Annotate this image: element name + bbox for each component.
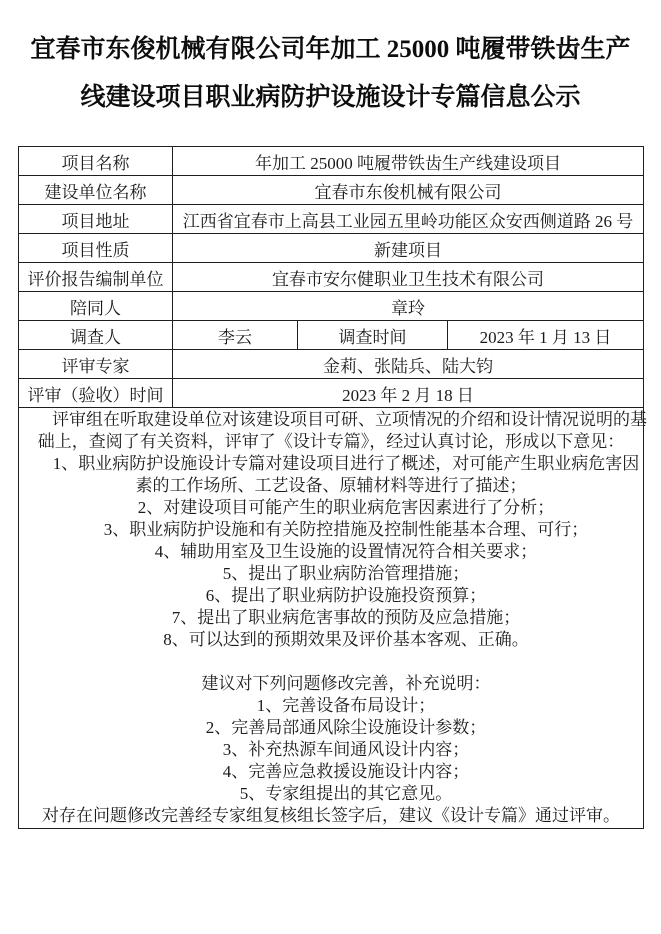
review-time-label: 评审（验收）时间 xyxy=(19,379,173,408)
table-row-review-time xyxy=(19,379,644,408)
opinion-line: 6、提出了职业病防护设施投资预算； xyxy=(205,586,487,605)
review-experts-value: 金莉、张陆兵、陆大钧 xyxy=(173,350,644,379)
review-opinion-cell xyxy=(19,408,647,829)
surveyor-value: 李云 xyxy=(173,321,298,350)
report-compiler-label: 评价报告编制单位 xyxy=(19,263,173,292)
opinion-line: 素的工作场所、工艺设备、原辅材料等进行了描述； xyxy=(135,476,527,495)
project-address-value: 江西省宜春市上高县工业园五里岭功能区众安西侧道路 26 号 xyxy=(173,205,644,234)
survey-time-value: 2023 年 1 月 13 日 xyxy=(448,321,644,350)
page-title-line-1: 宜春市东俊机械有限公司年加工 25000 吨履带铁齿生产 xyxy=(30,36,631,63)
opinion-line: 评审组在听取建设单位对该建设项目可研、立项情况的介绍和设计情况说明的基 xyxy=(52,410,647,429)
survey-time-label: 调查时间 xyxy=(298,321,448,350)
opinion-line: 对存在问题修改完善经专家组复核组长签字后，建议《设计专篇》通过评审。 xyxy=(42,806,620,825)
table-row-report-compiler xyxy=(19,263,644,292)
opinion-line xyxy=(22,651,640,673)
opinion-line: 7、提出了职业病危害事故的预防及应急措施； xyxy=(171,608,521,627)
review-experts-label: 评审专家 xyxy=(19,350,173,379)
opinion-line: 2、完善局部通风除尘设施设计参数； xyxy=(205,718,487,737)
project-nature-label: 项目性质 xyxy=(19,234,173,263)
opinion-line: 5、提出了职业病防治管理措施； xyxy=(222,564,470,583)
review-time-value: 2023 年 2 月 18 日 xyxy=(173,379,644,408)
surveyor-label: 调查人 xyxy=(19,321,173,350)
page-title xyxy=(0,0,661,122)
accompanying-person-label: 陪同人 xyxy=(19,292,173,321)
table-row-review-opinion xyxy=(19,408,644,829)
construction-unit-label: 建设单位名称 xyxy=(19,176,173,205)
opinion-line: 8、可以达到的预期效果及评价基本客观、正确。 xyxy=(163,630,529,649)
table-row-surveyor xyxy=(19,321,644,350)
accompanying-person-value: 章玲 xyxy=(173,292,644,321)
project-name-label: 项目名称 xyxy=(19,147,173,176)
page-title-line-2: 线建设项目职业病防护设施设计专篇信息公示 xyxy=(80,84,581,111)
table-row-project-nature xyxy=(19,234,644,263)
opinion-line: 4、辅助用室及卫生设施的设置情况符合相关要求； xyxy=(154,542,538,561)
opinion-line: 3、职业病防护设施和有关防控措施及控制性能基本合理、可行； xyxy=(103,520,589,539)
opinion-line: 4、完善应急救援设施设计内容； xyxy=(222,762,470,781)
table-row-project-name xyxy=(19,147,644,176)
project-name-value: 年加工 25000 吨履带铁齿生产线建设项目 xyxy=(173,147,644,176)
opinion-line: 建议对下列问题修改完善，补充说明： xyxy=(201,674,491,693)
table-row-accompanying-person xyxy=(19,292,644,321)
opinion-line: 2、对建设项目可能产生的职业病危害因素进行了分析； xyxy=(137,498,555,517)
project-info-table xyxy=(18,146,647,829)
construction-unit-value: 宜春市东俊机械有限公司 xyxy=(173,176,644,205)
project-address-label: 项目地址 xyxy=(19,205,173,234)
opinion-line: 1、完善设备布局设计； xyxy=(256,696,436,715)
table-row-construction-unit xyxy=(19,176,644,205)
opinion-line: 5、专家组提出的其它意见。 xyxy=(239,784,453,803)
opinion-line: 3、补充热源车间通风设计内容； xyxy=(222,740,470,759)
opinion-line: 础上，查阅了有关资料，评审了《设计专篇》，经过认真讨论，形成以下意见： xyxy=(37,432,625,451)
opinion-line: 1、职业病防护设施设计专篇对建设项目进行了概述，对可能产生职业病危害因 xyxy=(52,454,640,473)
project-nature-value: 新建项目 xyxy=(173,234,644,263)
review-opinion-text xyxy=(22,409,647,827)
table-row-project-address xyxy=(19,205,644,234)
report-compiler-value: 宜春市安尔健职业卫生技术有限公司 xyxy=(173,263,644,292)
table-row-review-experts xyxy=(19,350,644,379)
